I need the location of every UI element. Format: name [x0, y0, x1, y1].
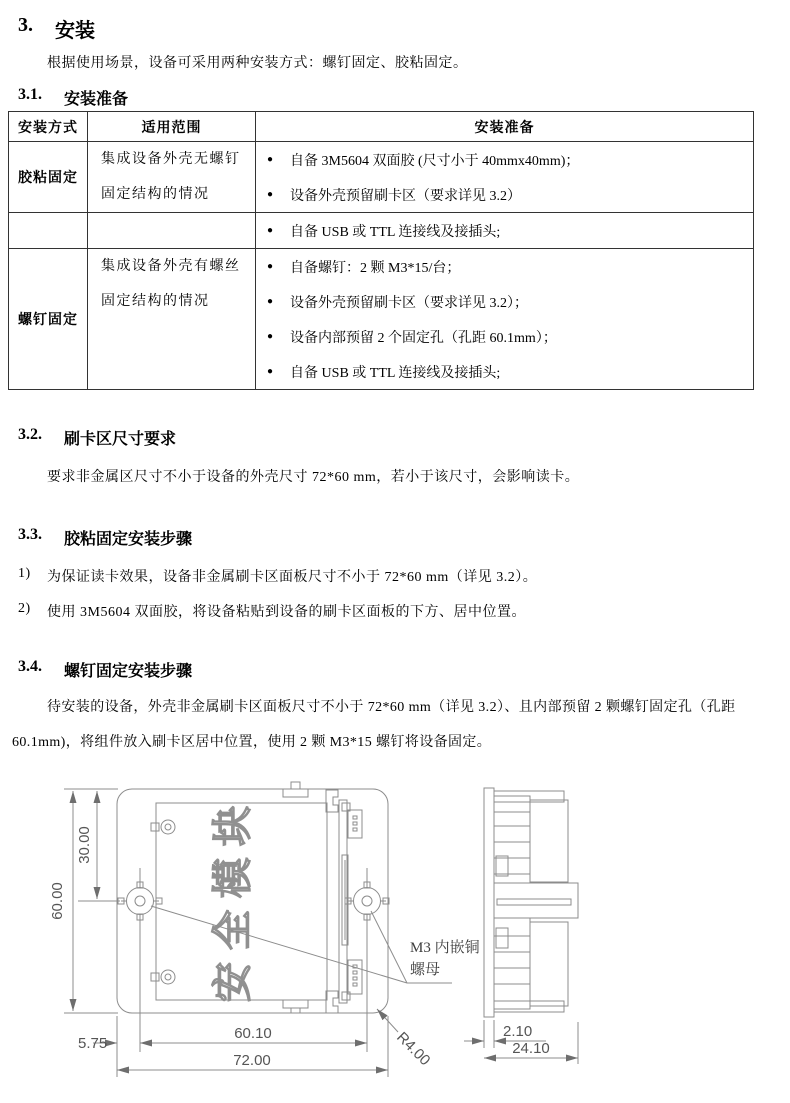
bullet-icon: ●	[267, 188, 274, 200]
section-33-title: 胶粘固定安装步骤	[64, 531, 193, 548]
header-applicable-scope: 适用范围	[88, 112, 256, 142]
header-install-preparation: 安装准备	[256, 112, 754, 142]
section-31-number: 3.1.	[18, 86, 42, 103]
section-3-title: 安装	[55, 20, 95, 42]
bullet-icon: ●	[267, 153, 274, 165]
dim-radius-label: R4.00	[393, 1028, 434, 1070]
section-3-number: 3.	[18, 14, 33, 36]
panel-screw-hole	[151, 970, 175, 984]
step-1-text: 为保证读卡效果，设备非金属刷卡区面板尺寸不小于 72*60 mm（详见 3.2）。	[47, 570, 538, 585]
item-text: 自备 3M5604 双面胶 (尺寸小于 40mmx40mm)；	[290, 153, 580, 169]
method-cell: 螺钉固定	[9, 249, 88, 390]
dim-left-offset-label: 5.75	[78, 1035, 108, 1052]
frame-strip	[339, 800, 347, 1003]
dim-hole-top-label: 30.00	[76, 826, 93, 864]
nut-leader-left	[151, 906, 407, 983]
dim-width-label: 72.00	[233, 1052, 271, 1069]
bottom-bracket-clip	[326, 991, 338, 1013]
scope-cell: 集成设备外壳无螺钉固定结构的情况	[88, 142, 256, 213]
top-connector	[342, 803, 362, 838]
nut-leader-right	[371, 911, 407, 983]
step-2-text: 使用 3M5604 双面胶，将设备粘贴到设备的刷卡区面板的下方、居中位置。	[47, 605, 526, 620]
dim-hole-spacing-label: 60.10	[234, 1025, 272, 1042]
section-34-paragraph: 待安装的设备，外壳非金属刷卡区面板尺寸不小于 72*60 mm（详见 3.2）、且内部预留 2 颗螺钉固定孔（孔距 60.1mm)，将组件放入刷卡区居中位置，使用 2 颗 M3*15 螺钉将设备固定。	[12, 700, 736, 750]
dim-panel-label: 2.10	[503, 1023, 533, 1040]
panel-screw-hole	[151, 820, 175, 834]
dim-height-label: 60.00	[49, 882, 66, 920]
front-view-drawing	[49, 782, 480, 1077]
bullet-icon: ●	[267, 330, 274, 342]
item-text: 设备外壳预留刷卡区（要求详见 3.2）；	[290, 295, 529, 311]
bullet-icon: ●	[267, 295, 274, 307]
nut-label-line2: 螺母	[410, 962, 441, 978]
step-1-number: 1)	[18, 566, 31, 581]
intro-paragraph: 根据使用场景，设备可采用两种安装方式：螺钉固定、胶粘固定。	[47, 56, 468, 71]
section-33-number: 3.3.	[18, 526, 42, 543]
bullet-icon: ●	[267, 365, 274, 377]
item-text: 自备 USB 或 TTL 连接线及接插头;	[290, 365, 501, 381]
header-install-method: 安装方式	[9, 112, 88, 142]
section-32-number: 3.2.	[18, 426, 42, 443]
scope-cell: 集成设备外壳有螺丝固定结构的情况	[88, 249, 256, 390]
item-text: 自备 USB 或 TTL 连接线及接插头;	[290, 224, 501, 240]
method-cell: 胶粘固定	[9, 142, 88, 213]
side-top-block	[530, 800, 568, 882]
nut-label-line1: M3 内嵌铜	[410, 940, 480, 956]
side-bottom-block	[530, 922, 568, 1006]
section-32-title: 刷卡区尺寸要求	[64, 431, 177, 448]
item-text: 自备螺钉：2 颗 M3*15/台；	[290, 260, 461, 276]
step-2-number: 2)	[18, 601, 31, 616]
side-middle-band	[494, 883, 578, 918]
item-text: 设备外壳预留刷卡区（要求详见 3.2）	[290, 188, 522, 204]
mounting-hole-left	[118, 868, 162, 1052]
dim-depth-label: 24.10	[512, 1040, 550, 1057]
section-32-paragraph: 要求非金属区尺寸不小于设备的外壳尺寸 72*60 mm，若小于该尺寸，会影响读卡。	[47, 470, 580, 485]
section-34-title: 螺钉固定安装步骤	[64, 663, 193, 680]
item-text: 设备内部预留 2 个固定孔（孔距 60.1mm）；	[290, 330, 557, 346]
bullet-icon: ●	[267, 260, 274, 272]
section-31-title: 安装准备	[64, 91, 129, 108]
module-name-text: 安全模块	[209, 794, 256, 1002]
section-34-number: 3.4.	[18, 658, 42, 675]
side-view-drawing	[464, 788, 578, 1064]
side-front-panel	[484, 788, 494, 1017]
bullet-icon: ●	[267, 224, 274, 236]
top-bracket-clip	[326, 790, 338, 812]
